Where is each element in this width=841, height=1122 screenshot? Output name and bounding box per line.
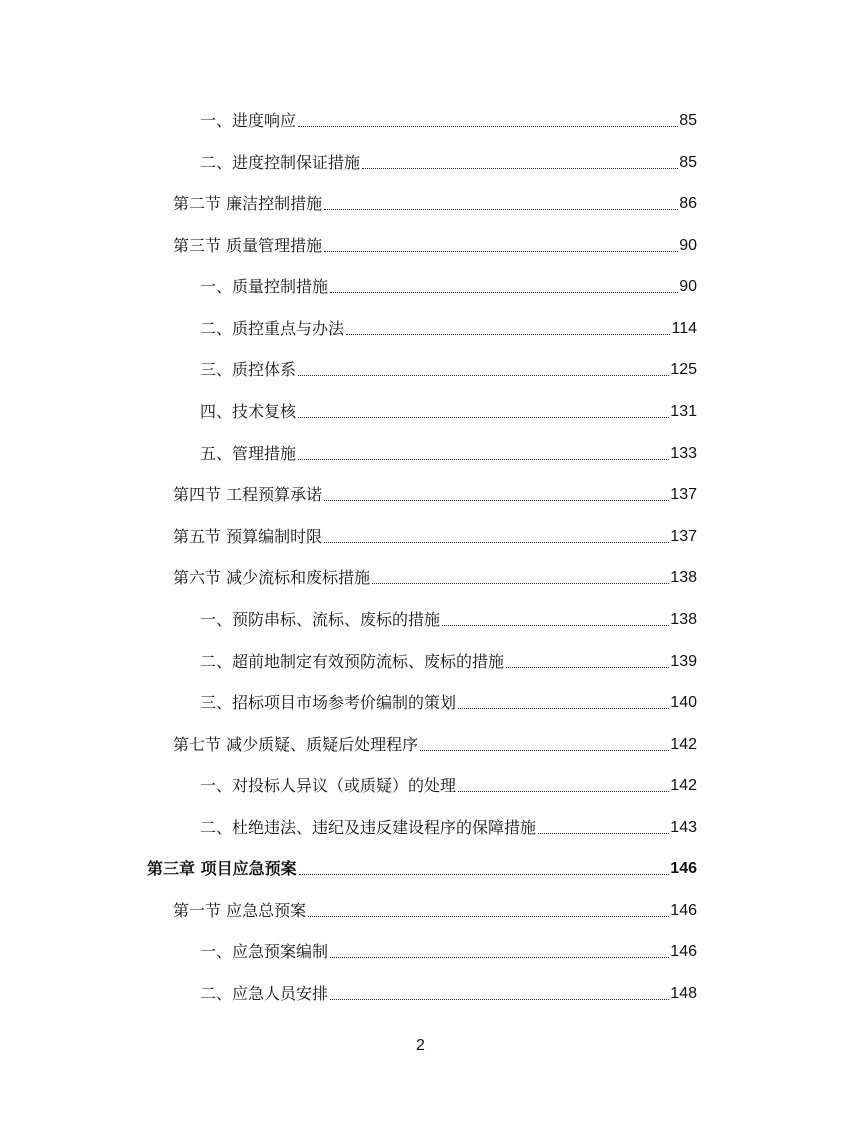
toc-entry-page: 90 — [679, 278, 697, 295]
toc-chapter-entry — [147, 849, 697, 879]
toc-entry-title: 第七节 减少质疑、质疑后处理程序 — [173, 735, 419, 754]
dot-leader — [506, 667, 669, 668]
toc-entry-title: 一、进度响应 — [200, 111, 297, 130]
toc-entry — [173, 891, 697, 921]
toc-entry — [200, 267, 697, 297]
toc-entry-title: 第四节 工程预算承诺 — [173, 485, 323, 504]
toc-entry-page: 137 — [670, 528, 697, 545]
toc-entry-page: 86 — [679, 195, 697, 212]
toc-entry-title: 第二节 廉洁控制措施 — [173, 194, 323, 213]
toc-entry-page: 139 — [670, 653, 697, 670]
toc-entry-page: 114 — [671, 320, 697, 337]
toc-entry — [173, 725, 697, 755]
dot-leader — [298, 459, 669, 460]
dot-leader — [299, 874, 670, 875]
dot-leader — [458, 708, 669, 709]
toc-entry-page: 125 — [670, 361, 697, 378]
dot-leader — [372, 583, 669, 584]
toc-entry — [173, 184, 697, 214]
toc-entry — [173, 558, 697, 588]
toc-entry — [200, 309, 697, 339]
toc-entry — [173, 475, 697, 505]
dot-leader — [298, 375, 669, 376]
toc-entry-title: 一、对投标人异议（或质疑）的处理 — [200, 776, 457, 795]
toc-entry-title: 四、技术复核 — [200, 402, 297, 421]
toc-entry-title: 第三节 质量管理措施 — [173, 236, 323, 255]
toc-entry-title: 第一节 应急总预案 — [173, 901, 307, 920]
toc-entry-page: 137 — [670, 486, 697, 503]
toc-entry — [200, 766, 697, 796]
dot-leader — [298, 126, 678, 127]
toc-entry — [200, 932, 697, 962]
toc-entry-title: 第五节 预算编制时限 — [173, 527, 323, 546]
dot-leader — [330, 957, 669, 958]
toc-entry — [200, 600, 697, 630]
toc-entry — [200, 434, 697, 464]
toc-entry-page: 148 — [670, 985, 697, 1002]
toc-entry-title: 二、质控重点与办法 — [200, 319, 345, 338]
toc-entry-page: 142 — [670, 777, 697, 794]
toc-entry — [173, 517, 697, 547]
toc-entry-page: 138 — [670, 569, 697, 586]
dot-leader — [330, 999, 669, 1000]
toc-entry — [173, 226, 697, 256]
toc-entry — [200, 350, 697, 380]
toc-entry — [200, 974, 697, 1004]
dot-leader — [420, 750, 669, 751]
dot-leader — [324, 209, 678, 210]
toc-entry-page: 133 — [670, 445, 697, 462]
toc-entry-title: 三、质控体系 — [200, 360, 297, 379]
toc-entry-page: 90 — [679, 237, 697, 254]
toc-entry-title: 一、预防串标、流标、废标的措施 — [200, 610, 441, 629]
dot-leader — [362, 168, 678, 169]
toc-entry-page: 140 — [670, 694, 697, 711]
toc-entry-title: 一、应急预案编制 — [200, 942, 329, 961]
toc-entry-title: 二、杜绝违法、违纪及违反建设程序的保障措施 — [200, 818, 537, 837]
toc-entry-page: 131 — [670, 403, 697, 420]
toc-entry-page: 143 — [670, 819, 697, 836]
toc-entry-title: 二、进度控制保证措施 — [200, 153, 361, 172]
toc-entry-title: 二、应急人员安排 — [200, 984, 329, 1003]
dot-leader — [538, 833, 669, 834]
page-number: 2 — [416, 1037, 425, 1054]
toc-entry-title: 第三章 项目应急预案 — [147, 859, 297, 878]
toc-entry — [200, 101, 697, 131]
dot-leader — [298, 417, 669, 418]
toc-entry — [200, 683, 697, 713]
toc-entry-page: 142 — [670, 736, 697, 753]
dot-leader — [308, 916, 669, 917]
dot-leader — [458, 791, 669, 792]
toc-entry — [200, 392, 697, 422]
dot-leader — [324, 251, 678, 252]
toc-entry-page: 85 — [679, 154, 697, 171]
dot-leader — [330, 292, 678, 293]
toc-entry-title: 三、招标项目市场参考价编制的策划 — [200, 693, 457, 712]
dot-leader — [324, 542, 669, 543]
toc-entry-page: 146 — [670, 902, 697, 919]
toc-entry-page: 138 — [670, 611, 697, 628]
toc-entry-title: 一、质量控制措施 — [200, 277, 329, 296]
toc-entry-title: 五、管理措施 — [200, 444, 297, 463]
toc-entry — [200, 143, 697, 173]
toc-entry-page: 85 — [679, 112, 697, 129]
toc-entry-title: 第六节 减少流标和废标措施 — [173, 568, 371, 587]
dot-leader — [346, 334, 670, 335]
dot-leader — [324, 500, 669, 501]
toc-entry-page: 146 — [670, 943, 697, 960]
toc-entry — [200, 642, 697, 672]
toc-entry-title: 二、超前地制定有效预防流标、废标的措施 — [200, 652, 505, 671]
dot-leader — [442, 625, 669, 626]
toc-entry-page: 146 — [670, 860, 697, 877]
toc-entry — [200, 808, 697, 838]
